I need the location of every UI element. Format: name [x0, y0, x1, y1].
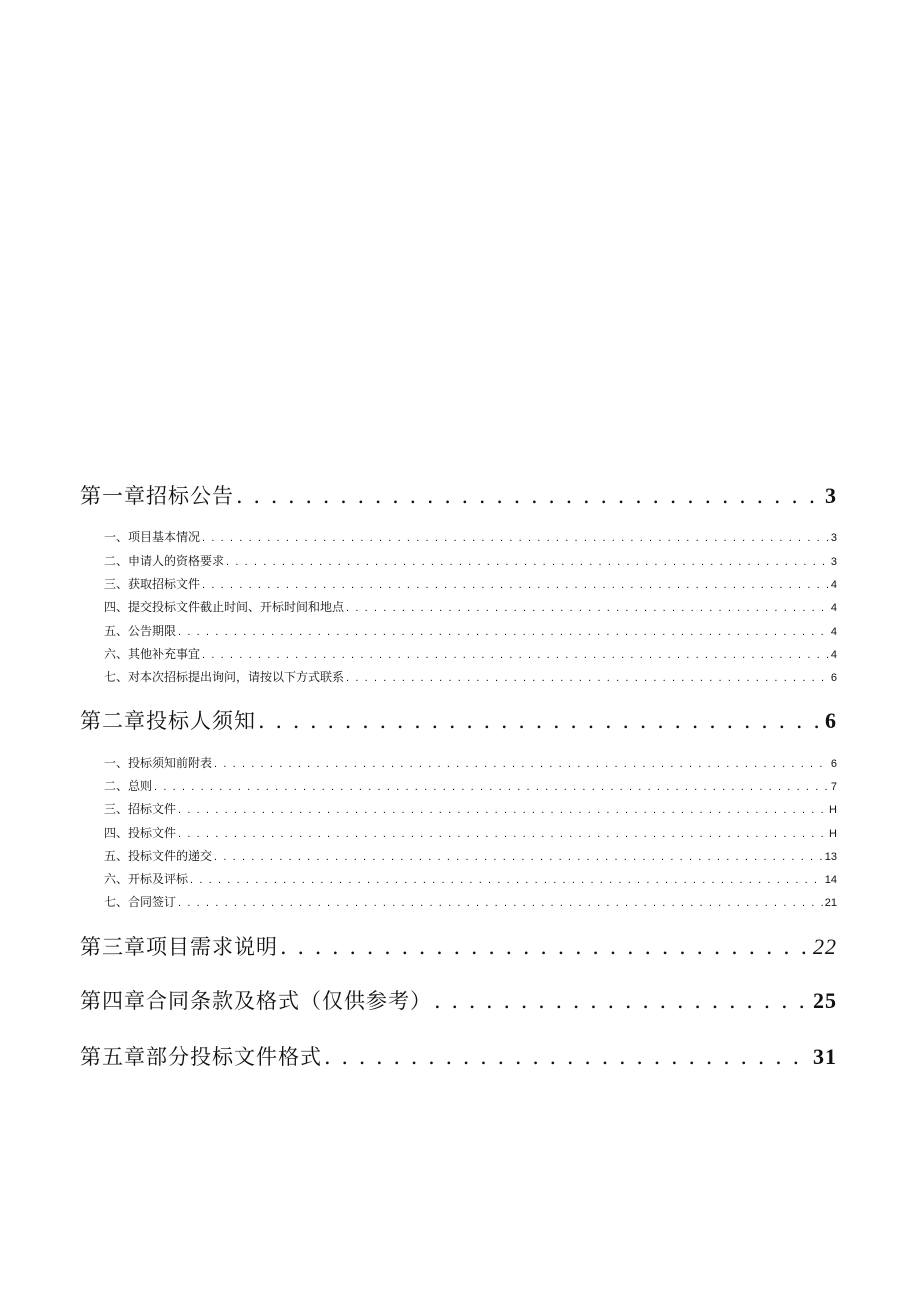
page-number: 6 — [825, 708, 837, 733]
dot-leader — [214, 851, 823, 863]
section-title: 三、招标文件 — [104, 802, 177, 816]
section-title: 七、对本次招标提出询问，请按以下方式联系 — [104, 670, 345, 684]
page-number: 3 — [830, 532, 837, 544]
dot-leader — [346, 672, 829, 684]
page-number: 4 — [830, 602, 837, 614]
dot-leader — [202, 532, 829, 544]
dot-leader — [280, 935, 811, 959]
page-number: 6 — [830, 672, 837, 684]
toc-chapter-1[interactable] — [80, 480, 837, 512]
dot-leader — [190, 874, 823, 886]
toc-chapter-2[interactable] — [80, 705, 837, 737]
section-title: 五、公告期限 — [104, 624, 177, 638]
page-number: 3 — [830, 556, 837, 568]
toc-section[interactable] — [104, 598, 837, 618]
section-title: 六、其他补充事宜 — [104, 647, 201, 661]
dot-leader — [346, 602, 829, 614]
section-title: 五、投标文件的递交 — [104, 849, 213, 863]
page-number: 7 — [830, 781, 837, 793]
chapter-title: 第二章投标人须知 — [80, 709, 256, 733]
toc-section[interactable] — [104, 777, 837, 797]
page-number: 21 — [824, 897, 837, 909]
dot-leader — [258, 709, 823, 733]
chapter-title: 第三章项目需求说明 — [80, 935, 278, 959]
section-title: 四、投标文件 — [104, 826, 177, 840]
dot-leader — [178, 804, 827, 816]
dot-leader — [154, 781, 829, 793]
dot-leader — [236, 484, 823, 508]
dot-leader — [226, 556, 829, 568]
toc-chapter-3[interactable] — [80, 931, 837, 963]
section-title: 一、投标须知前附表 — [104, 756, 213, 770]
section-title: 四、提交投标文件截止时间、开标时间和地点 — [104, 600, 345, 614]
toc-section[interactable] — [104, 754, 837, 774]
page-number: 14 — [824, 874, 837, 886]
toc-chapter-4[interactable] — [80, 985, 837, 1017]
dot-leader — [178, 897, 823, 909]
page-number: 22 — [813, 934, 837, 959]
toc-section[interactable] — [104, 668, 837, 688]
toc-section[interactable] — [104, 824, 837, 844]
page-number: 3 — [825, 483, 837, 508]
dot-leader — [202, 649, 829, 661]
page-number: 4 — [830, 626, 837, 638]
page-number: 31 — [813, 1044, 837, 1069]
dot-leader — [178, 828, 827, 840]
toc-section[interactable] — [104, 870, 837, 890]
section-title: 六、开标及评标 — [104, 872, 189, 886]
chapter-title: 第四章合同条款及格式（仅供参考） — [80, 989, 432, 1013]
page-number: 13 — [824, 851, 837, 863]
toc-section[interactable] — [104, 575, 837, 595]
toc-section[interactable] — [104, 800, 837, 820]
dot-leader — [214, 758, 829, 770]
section-title: 一、项目基本情况 — [104, 530, 201, 544]
page-number: H — [829, 804, 837, 816]
dot-leader — [324, 1045, 811, 1069]
page-number: 25 — [813, 988, 837, 1013]
page-number: H — [829, 828, 837, 840]
page-number: 4 — [830, 579, 837, 591]
section-title: 二、总则 — [104, 779, 153, 793]
section-title: 二、申请人的资格要求 — [104, 554, 225, 568]
section-title: 三、获取招标文件 — [104, 577, 201, 591]
section-title: 七、合同签订 — [104, 895, 177, 909]
chapter-title: 第一章招标公告 — [80, 484, 234, 508]
toc-section[interactable] — [104, 847, 837, 867]
toc-section[interactable] — [104, 528, 837, 548]
dot-leader — [178, 626, 829, 638]
dot-leader — [434, 989, 811, 1013]
toc-section[interactable] — [104, 622, 837, 642]
dot-leader — [202, 579, 829, 591]
toc-section[interactable] — [104, 893, 837, 913]
page-number: 6 — [830, 758, 837, 770]
toc-section[interactable] — [104, 645, 837, 665]
toc-section[interactable] — [104, 552, 837, 572]
chapter-title: 第五章部分投标文件格式 — [80, 1045, 322, 1069]
page-number: 4 — [830, 649, 837, 661]
toc-chapter-5[interactable] — [80, 1041, 837, 1073]
